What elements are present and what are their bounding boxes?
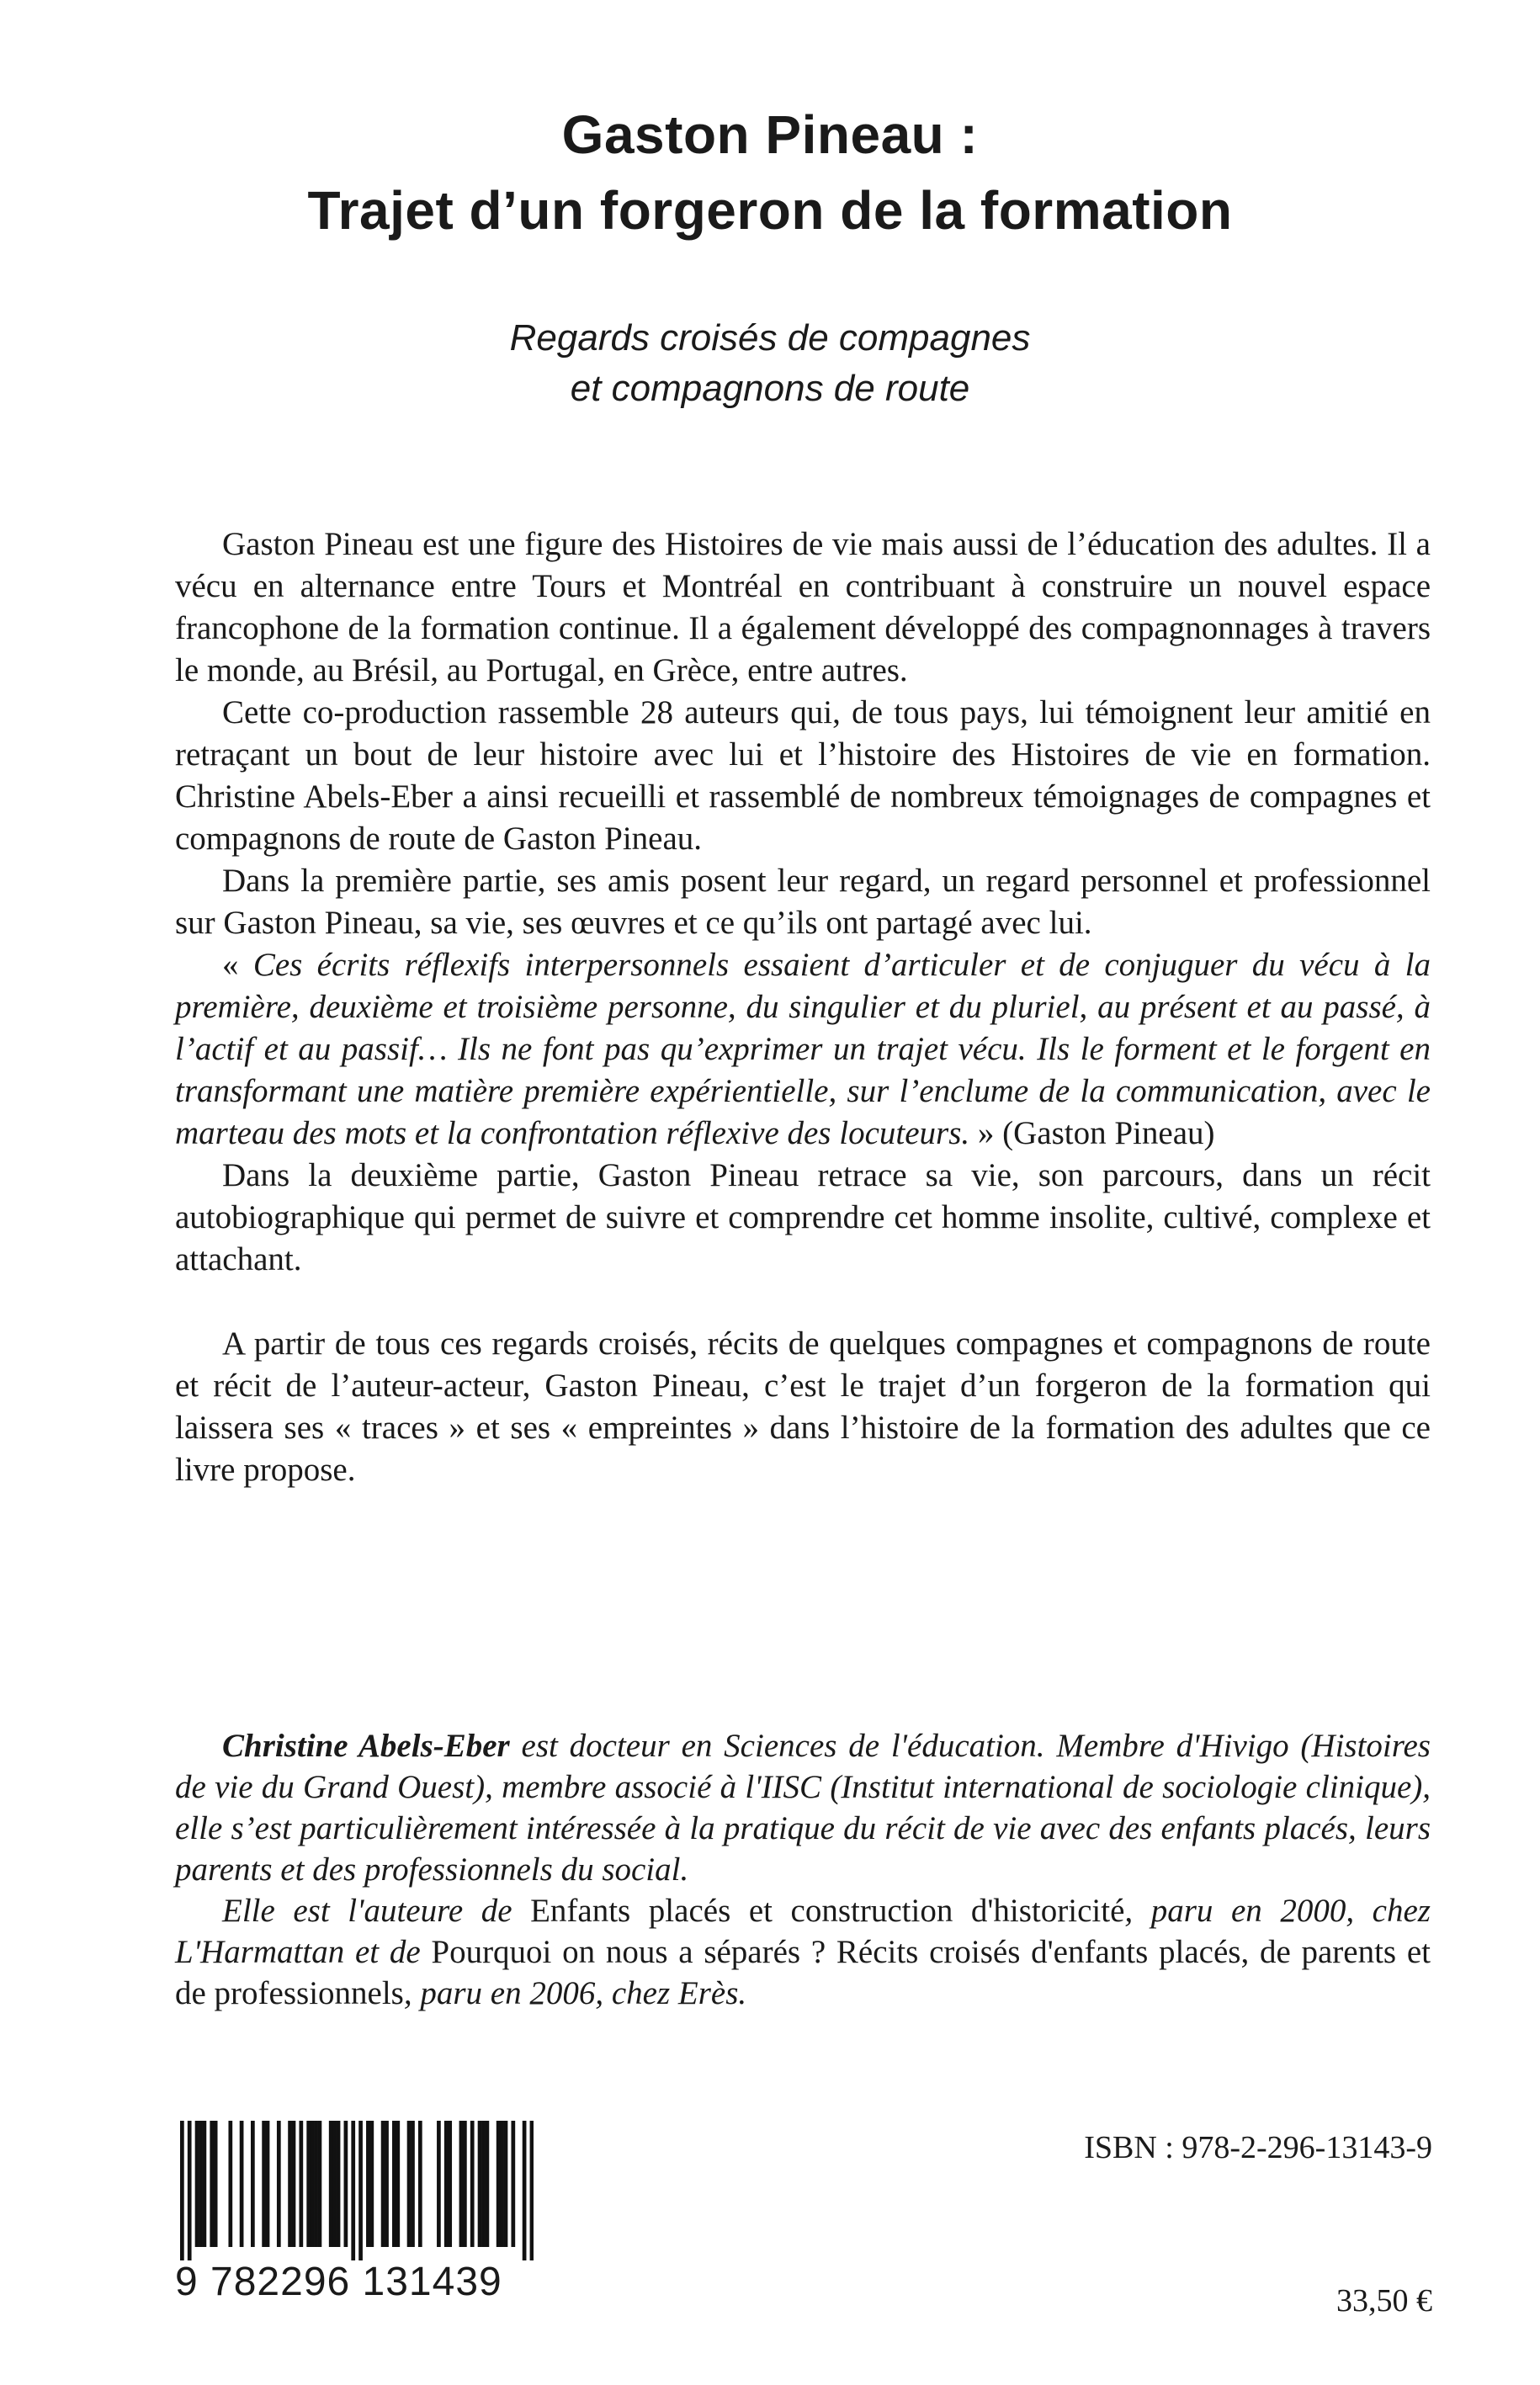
barcode-bar (288, 2121, 292, 2247)
blurb-paragraph-1: Gaston Pineau est une figure des Histoires de vie mais aussi de l’éducation des adultes. Il a vécu en alternance entre Tours et Montréal en contribuant à construire un nouvel espace francophone de la formation continue. Il a également développé des compagnonnages à travers le monde, au Brésil, au Portugal, en Grèce, entre autres. (175, 526, 1431, 688)
barcode-bar (337, 2121, 341, 2247)
blurb-text (175, 523, 1431, 1491)
barcode-bar (523, 2121, 527, 2260)
barcode-bar (459, 2121, 464, 2247)
blurb-paragraph-2: Cette co-production rassemble 28 auteurs qui, de tous pays, lui témoignent leur amitié en retraçant un bout de leur histoire avec lui et l’histoire des Histoires de vie en formation. Christine Abels-Eber a ainsi recueilli et rassemblé de nombreux témoignages de compagnes et compagnons de route de Gaston Pineau. (175, 694, 1431, 857)
book-title-1: Enfants placés et construction d'historicité (530, 1893, 1125, 1929)
barcode-bar (511, 2121, 515, 2247)
barcode-bar (180, 2121, 184, 2260)
barcode-icon (180, 2121, 534, 2260)
barcode-bar (500, 2121, 504, 2247)
barcode-bar (332, 2121, 337, 2247)
barcode-bar (497, 2121, 501, 2247)
barcode-bar (199, 2121, 203, 2247)
blurb-paragraph-5: A partir de tous ces regards croisés, récits de quelques compagnes et compagnons de route et récit de l’auteur-acteur, Gaston Pineau, c’est le trajet d’un forgeron de la formation qui laissera ses « traces » et ses « empreintes » dans l’histoire de la formation des adultes que ce livre propose. (175, 1325, 1431, 1488)
barcode-bar (266, 2121, 270, 2247)
barcode-bar (311, 2121, 315, 2247)
barcode-bar (392, 2121, 396, 2247)
price: 33,50 € (1336, 2283, 1432, 2319)
barcode-bar (299, 2121, 303, 2247)
barcode-bar (329, 2121, 333, 2247)
barcode-bar (470, 2121, 475, 2247)
author-works-end: , paru en 2006, chez Erès. (403, 1975, 747, 2011)
barcode-bar (396, 2121, 400, 2247)
barcode-bar (318, 2121, 322, 2247)
book-subtitle (0, 313, 1540, 414)
book-title (0, 97, 1540, 248)
author-bio-paragraph-2 (175, 1890, 1431, 2014)
barcode-bar (437, 2121, 441, 2247)
author-bio (175, 1725, 1431, 2014)
barcode-bar (385, 2121, 389, 2247)
barcode-bar (530, 2121, 534, 2260)
author-works-mid: , paru en 2000, chez L'Harmattan et de (175, 1893, 1431, 1970)
title-line-1: Gaston Pineau : (561, 104, 979, 165)
barcode-bar (504, 2121, 508, 2247)
quote-open: « (222, 947, 253, 983)
quote-text: Ces écrits réflexifs interpersonnels essaient d’articuler et de conjuguer du vécu à la première, deuxième et troisième personne, du singulier et du pluriel, au présent et au passé, à l’actif et au passif… Ils ne font pas qu’exprimer un trajet vécu. Ils le forment et le forgent en transformant une matière première expérientielle, sur l’enclume de la communication, avec le marteau des mots et la confrontation réflexive des locuteurs. (175, 947, 1431, 1151)
barcode-bar (448, 2121, 452, 2247)
blurb-quote (175, 944, 1431, 1155)
barcode-bar (381, 2121, 385, 2247)
barcode-bar (344, 2121, 348, 2247)
barcode-bar (407, 2121, 412, 2247)
barcode-bar (228, 2121, 232, 2247)
barcode-bar (418, 2121, 422, 2247)
barcode-bar (351, 2121, 355, 2260)
author-works-intro: Elle est l'auteure de (222, 1893, 531, 1929)
barcode-bar (369, 2121, 374, 2247)
barcode-bar (486, 2121, 490, 2247)
barcode-bar (478, 2121, 482, 2247)
barcode-bar (262, 2121, 266, 2247)
isbn: ISBN : 978-2-296-13143-9 (1084, 2130, 1432, 2165)
title-line-2: Trajet d’un forgeron de la formation (307, 180, 1233, 241)
barcode-bar (188, 2121, 192, 2260)
subtitle-line-2: et compagnons de route (570, 368, 970, 409)
barcode-bar (203, 2121, 207, 2247)
book-title-2: Pourquoi on nous a séparés ? Récits croisés d'enfants placés, de parents et de professionnels (175, 1934, 1431, 2011)
barcode-digits: 9 782296 131439 (175, 2260, 502, 2304)
barcode-bar (292, 2121, 296, 2247)
barcode-bar (195, 2121, 199, 2247)
barcode-bar (214, 2121, 218, 2247)
barcode-bar (463, 2121, 467, 2247)
barcode-bar (411, 2121, 415, 2247)
barcode-bar (306, 2121, 311, 2247)
barcode-bar (366, 2121, 370, 2247)
barcode-bar (277, 2121, 281, 2247)
blurb-paragraph-3: Dans la première partie, ses amis posent leur regard, un regard personnel et professionnel sur Gaston Pineau, sa vie, ses œuvres et ce qu’ils ont partagé avec lui. (175, 863, 1431, 941)
author-name: Christine Abels-Eber (222, 1728, 510, 1764)
blurb-paragraph-4: Dans la deuxième partie, Gaston Pineau retrace sa vie, son parcours, dans un récit autobiographique qui permet de suivre et comprendre cet homme insolite, cultivé, complexe et attachant. (175, 1157, 1431, 1277)
author-bio-text: est docteur en Sciences de l'éducation. Membre d'Hivigo (Histoires de vie du Grand Ouest), membre associé à l'IISC (Institut international de sociologie clinique), elle s’est particulièrement intéressée à la pratique du récit de vie avec des enfants placés, leurs parents et des professionnels du social. (175, 1728, 1431, 1888)
barcode-bar (251, 2121, 255, 2247)
barcode-bar (210, 2121, 214, 2247)
author-bio-paragraph-1 (175, 1725, 1431, 1890)
quote-attribution: » (Gaston Pineau) (969, 1115, 1215, 1151)
barcode-bar (481, 2121, 486, 2247)
barcode-bar (358, 2121, 363, 2260)
barcode-bars (180, 2121, 534, 2260)
barcode-bar (240, 2121, 244, 2247)
barcode-bar (444, 2121, 449, 2247)
barcode-bar (314, 2121, 318, 2247)
subtitle-line-1: Regards croisés de compagnes (509, 317, 1031, 359)
